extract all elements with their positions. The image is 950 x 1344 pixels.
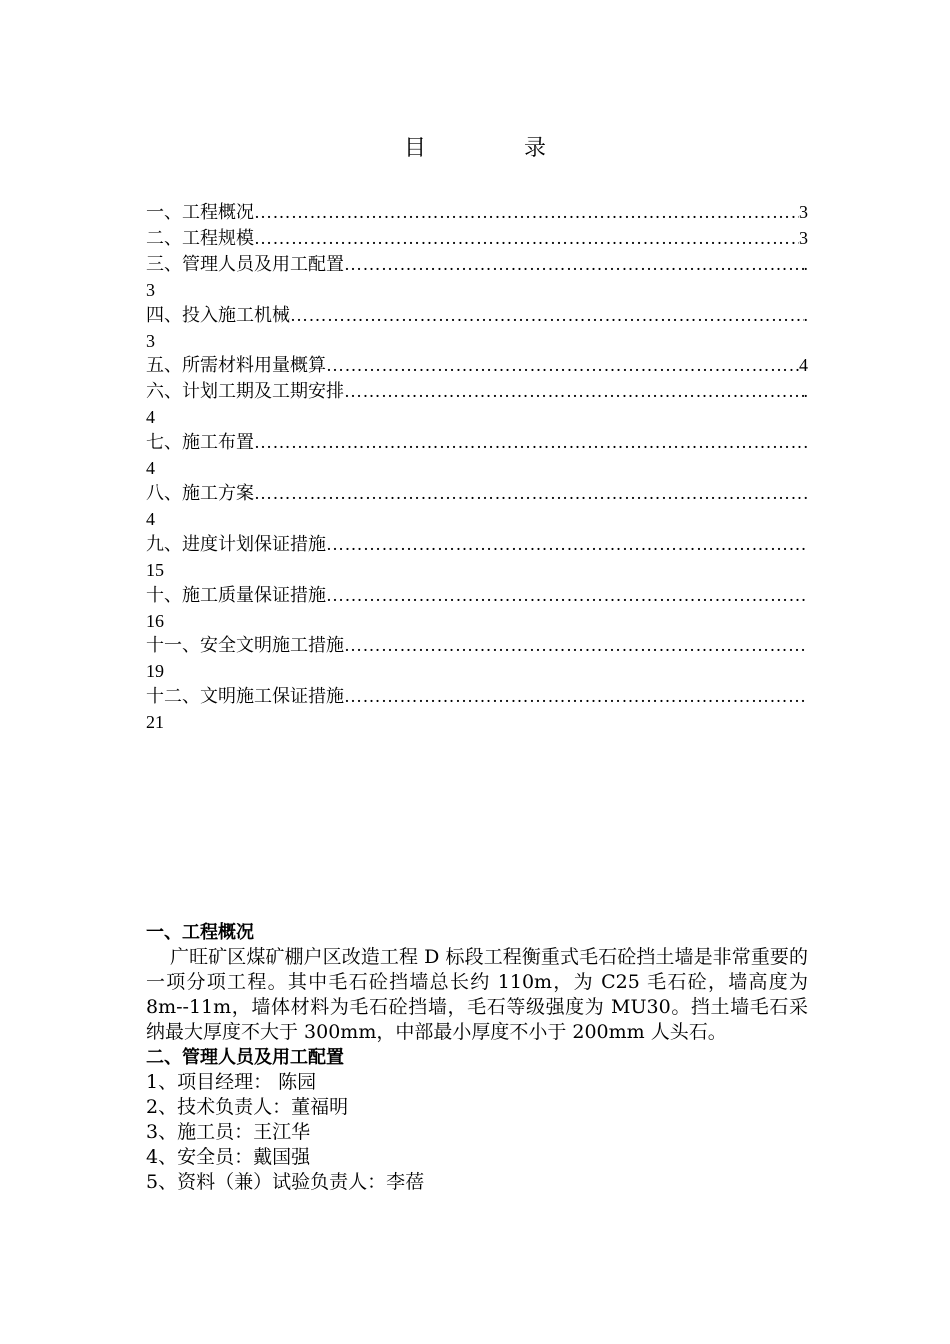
toc-entry-page: 3 (146, 330, 155, 351)
toc-leader-dots (344, 252, 804, 277)
staff-item: 1、项目经理： 陈园 (146, 1071, 317, 1093)
staff-item: 5、资料（兼）试验负责人：李蓓 (146, 1171, 425, 1193)
toc-leader-dots (254, 430, 804, 455)
toc-entry-label: 十、施工质量保证措施 (146, 584, 326, 606)
toc-entry-label: 五、所需材料用量概算 (146, 355, 326, 377)
toc-entry-page: 19 (146, 661, 164, 682)
toc-leader-dots (326, 583, 808, 608)
toc-entry (146, 684, 808, 735)
toc-entry (146, 633, 808, 684)
toc-leader-dots (326, 532, 808, 557)
toc-leader-dots (326, 353, 799, 378)
toc-entry (146, 583, 808, 634)
toc-leader-dots (344, 684, 808, 709)
toc-leader-period: . (803, 381, 808, 402)
toc-entry-page: 4 (146, 407, 155, 428)
toc-entry-label: 八、施工方案 (146, 482, 254, 504)
document-body (146, 920, 808, 1195)
section-heading-overview: 一、工程概况 (146, 922, 254, 943)
toc-leader-dots (344, 379, 804, 404)
toc-leader-period: . (803, 482, 808, 503)
toc-leader-period: . (803, 432, 808, 453)
staff-item: 2、技术负责人：董福明 (146, 1096, 349, 1118)
staff-item: 3、施工员：王江华 (146, 1121, 311, 1143)
toc-entry-label: 三、管理人员及用工配置 (146, 253, 344, 275)
toc-entry (146, 430, 808, 481)
toc-entry-label: 六、计划工期及工期安排 (146, 381, 344, 403)
toc-entry-page: 4 (146, 508, 155, 529)
toc-entry (146, 532, 808, 583)
toc-entry-label: 一、工程概况 (146, 202, 254, 223)
toc-entry (146, 353, 808, 379)
toc-leader-dots (290, 303, 804, 328)
toc-entry-page: 3 (799, 202, 808, 222)
toc-entry-page: 3 (146, 279, 155, 300)
toc-leader-period: . (803, 253, 808, 274)
toc-entry-page: 21 (146, 712, 164, 733)
toc-entry-label: 七、施工布置 (146, 432, 254, 454)
toc-entry-label: 二、工程规模 (146, 227, 254, 249)
toc-entry (146, 303, 808, 354)
toc-entry-label: 四、投入施工机械 (146, 304, 290, 326)
toc-entry (146, 226, 808, 252)
toc-leader-dots (254, 226, 799, 251)
toc-title: 目 录 (403, 136, 584, 161)
toc-leader-dots (254, 200, 799, 225)
toc-entry (146, 481, 808, 532)
section-heading-staffing: 二、管理人员及用工配置 (146, 1047, 344, 1068)
toc-entry (146, 200, 808, 226)
toc-entry-page: 4 (146, 458, 155, 479)
toc-leader-period: . (803, 304, 808, 325)
table-of-contents (146, 200, 808, 735)
overview-paragraph: 广旺矿区煤矿棚户区改造工程 D 标段工程衡重式毛石砼挡土墙是非常重要的一项分项工程。其中毛石砼挡墙总长约 110m，为 C25 毛石砼，墙高度为 8m--11m，墙体材料为毛石砼挡墙，毛石等级强度为 MU30。挡土墙毛石采纳最大厚度不大于 300mm，中部最小厚度不小于 200mm 人头石。 (146, 946, 808, 1043)
toc-entry-label: 九、进度计划保证措施 (146, 533, 326, 555)
toc-entry (146, 252, 808, 303)
toc-entry (146, 379, 808, 430)
toc-entry-page: 16 (146, 610, 164, 631)
toc-entry-page: 3 (799, 227, 808, 248)
toc-entry-label: 十二、文明施工保证措施 (146, 686, 344, 708)
toc-leader-dots (344, 633, 808, 658)
staff-item: 4、安全员：戴国强 (146, 1146, 311, 1168)
toc-entry-page: 4 (799, 355, 808, 376)
toc-leader-dots (254, 481, 804, 506)
toc-entry-label: 十一、安全文明施工措施 (146, 635, 344, 657)
toc-entry-page: 15 (146, 559, 164, 580)
